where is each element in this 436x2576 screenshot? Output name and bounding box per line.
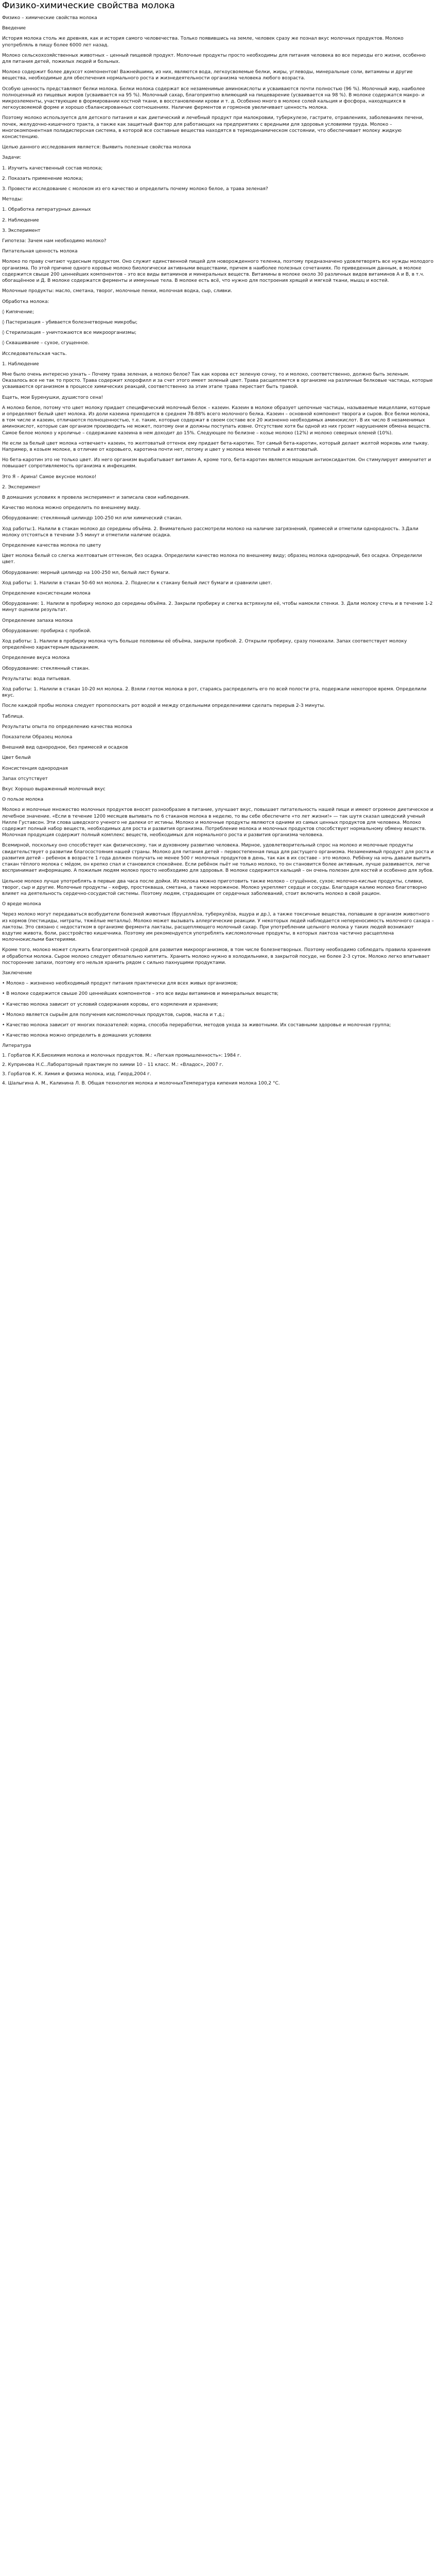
reference-item: 4. Шалыгина А. М., Калинина Л. В. Общая технология молока и молочныхТемпература кипения молока 100,2 °С. — [2, 1081, 280, 1087]
paragraph: Результаты опыта по определению качества молока — [2, 724, 132, 730]
references-list — [2, 1053, 434, 1087]
literature-section — [2, 1043, 434, 1087]
paragraph: Цвет белый — [2, 755, 31, 761]
paragraph: Целью данного исследования является: Выявить полезные свойства молока — [2, 145, 191, 150]
paragraph: • Качество молока зависит от многих показателей: корма, способа переработки, методов ухода за животными. Их составными здоровье и молочная группа; — [2, 1022, 391, 1028]
paragraph: Ход работы: 1. Налили в стакан 50-60 мл молока. 2. Поднесли к стакану белый лист бумаги и сравнили цвет. — [2, 580, 272, 586]
paragraph: Качество молока можно определить по внешнему виду. — [2, 505, 141, 511]
paragraph: Ход работы: 1. Налили в пробирку молока чуть больше половины её объёма, закрыли пробкой. 2. Открыли пробирку, сразу понюхали. Запах соответствует молоку определённо характерным вдыханием. — [2, 639, 407, 651]
paragraph: Запах отсутствует — [2, 776, 48, 782]
paragraph: Цвет молока белый со слегка желтоватым оттенком, без осадка. Определили качество молока по внешнему виду; образец молока однородный, без осадка. Определили цвет. — [2, 553, 422, 565]
paragraph: В домашних условиях я провела эксперимент и записала свои наблюдения. — [2, 495, 190, 500]
paragraph: • Качество молока зависит от условий содержания коровы, его кормления и хранения; — [2, 1002, 218, 1007]
paragraph: Ещеть, мои Буренушки, душистого сена! — [2, 395, 103, 400]
paragraph: Цельное молоко лучше употреблять в первые два часа после дойки. Из молока можно приготовить также молоко – сгущённое, сухое; молочно-кислые продукты, сливки, творог, сыр и другие. Молочные продукты – кефир, простокваша, сметана, а также мороженое. Молоко укрепляет сердце и сосуды. Благодаря калию молоко благотворно влияет на деятельность сердечно-сосудистой системы. Поэтому людям, страдающим от сердечных заболеваний, стоит включить молоко в свой рацион. — [2, 878, 427, 896]
paragraph: Оборудование: пробирка с пробкой. — [2, 628, 92, 634]
paragraph: 2. Наблюдение — [2, 217, 39, 223]
paragraph: Физико – химические свойства молока — [2, 15, 97, 21]
paragraph: Оборудование: стеклянный цилиндр 100-250 мл или химический стакан. — [2, 516, 183, 521]
literature-heading: Литература — [2, 1043, 31, 1049]
paragraph: Обработка молока: — [2, 299, 49, 304]
paragraph: Молоко и молочные множество молочных продуктов вносят разнообразие в питание, улучшает вкус, повышает питательность нашей пищи и имеют огромное диетическое и лечебное значение. «Если в течение 1200 месяцев выпивать по 6 стаканов молока в неделю, то вы себе обеспечите «то лет жизни!» — так шутя сказал шведский ученый Нилле Густавсон. Эти слова шведского ученого не далеки от истины. Молоко и молочные продукты являются одними из самых ценных продуктов для человека. Молоко содержит полный набор веществ, необходимых для роста и развития организма. Потребление молока и молочных продуктов способствует нормальному обмену веществ. Молочная продукция содержит полный комплекс веществ, необходимых для нормального роста и развития организма человека. — [2, 807, 433, 838]
paragraph: ◊ Сквашивание – сухое, сгущенное. — [2, 341, 90, 346]
document-title: Физико-химические свойства молока — [2, 1, 175, 11]
paragraph: Результаты: вода питьевая. — [2, 676, 71, 682]
paragraph: Определение вкуса молока — [2, 655, 70, 661]
reference-item: 2. Купринова Н.С..Лабораторный практикум по химии 10 – 11 класс. М.: «Владос», 2007 г. — [2, 1062, 223, 1067]
paragraph: 1. Наблюдение — [2, 361, 39, 367]
paragraph: Оборудование: стеклянный стакан. — [2, 666, 90, 671]
paragraph: ◊ Пастеризация – убивается болезнетворные микробы; — [2, 319, 138, 325]
paragraph: Не если за белый цвет молока «отвечает» казеин, то желтоватый оттенок ему придает бета-каротин. Тот самый бета-каротин, который делает желтой морковь или тыкву. Например, в козьем молоке, в отличие от коровьего, каротина почти нет, потому и цвет у молока менее теплый и желтоватый. — [2, 440, 429, 452]
paragraph: • Молоко – жизненно необходимый продукт питания практически для всех живых организмов; — [2, 981, 238, 987]
reference-item: 1. Горбатов К.К.Биохимия молока и молочных продуктов. М.: «Легкая промышленность»: 1984 г. — [2, 1053, 241, 1058]
paragraph: О вреде молока — [2, 902, 41, 907]
paragraph: Кроме того, молоко может служить благоприятной средой для развития микроорганизмов, в том числе болезнетворных. Поэтому необходимо соблюдать правила хранения и обработки молока. Сырое молоко следует обязательно кипятить. Хранить молоко нужно в холодильнике, в закрытой посуде, не более 2-3 суток. Молоко легко впитывает посторонние запахи, поэтому его нельзя хранить рядом с сильно пахнущими продуктами. — [2, 947, 431, 965]
paragraph: Задачи: — [2, 155, 22, 161]
paragraph: Вкус Хорошо выраженный молочный вкус — [2, 787, 106, 792]
paragraph: После каждой пробы молока следует прополоскать рот водой и между отдельными определениями сделать перерыв 2-3 минуты. — [2, 703, 325, 709]
paragraph: История молока столь же древняя, как и история самого человечества. Только появившись на земле, человек сразу же познал вкус молочных продуктов. Молоко употребляль в пищу более 6000 лет назад. — [2, 36, 404, 48]
paragraph: Введение — [2, 26, 26, 31]
paragraph: Оборудование: 1. Налили в пробирку молоко до середины объёма. 2. Закрыли пробирку и слегка встряхнули её, чтобы намокли стенки. 3. Дали молоку стечь и в течение 1-2 минут оценили результат. — [2, 601, 433, 613]
reference-item: 3. Горбатов К. К. Химия и физика молока, изд. Гиорд,2004 г. — [2, 1071, 151, 1077]
paragraph: Определение запаха молока — [2, 618, 73, 623]
paragraph: Методы: — [2, 197, 23, 202]
paragraph: Особую ценность представляют белки молока. Белки молока содержат все незаменимые аминокислоты и усваиваются почти полностью (96 %). Молочный жир, наиболее полноценный из пищевых жиров (усваивается на 95 %). Молочный сахар, благоприятно влияющий на пищеварение (усваивается на 98 %). В молоке содержатся макро- и микроэлементы, участвующие в формировании костной ткани, в восстановлении крови и т. д. Особенно много в молоке солей кальция и фосфора, находящихся в легкоусвояемой форме и хорошо сбалансированных соотношениях. Наличие ферментов и гормонов увеличивает ценность молока. — [2, 86, 425, 111]
paragraph: Оборудование: мерный цилиндр на 100-250 мл, белый лист бумаги. — [2, 570, 170, 575]
paragraph: Ход работы:1. Налили в стакан молоко до середины объёма. 2. Внимательно рассмотрели молоко на наличие загрязнений, примесей и отметили однородность. 3.Дали молоку отстояться в течении 3-5 минут и отметили наличие осадка. — [2, 526, 418, 538]
paragraph: Мне было очень интересно узнать – Почему трава зеленая, а молоко белое? Так как корова ест зеленую сочну, то и молоко, соответственно, должно быть зеленым. Оказалось все не так то просто. Трава содержит хлорофилл и за счет этого имеет зеленый цвет. Трава расщепляется в организме на различные белковые частицы, которые усваиваются организмом в процессе химических реакций, соответственно за этим этапе трава перестает быть травой. — [2, 371, 433, 390]
paragraph: 3. Эксперимент — [2, 228, 41, 233]
paragraph: Внешний вид однородное, без примесей и осадков — [2, 745, 128, 751]
paragraph: Таблица. — [2, 714, 24, 719]
paragraph: • Качество молока можно определить в домашних условиях — [2, 1033, 152, 1039]
document-body — [2, 15, 434, 1039]
paragraph: Заключение — [2, 970, 32, 976]
paragraph: Определение качества молока по цвету — [2, 543, 101, 548]
paragraph: Всемирной, поскольку оно способствует как физическому, так и духовному развитию человека. Мирное, удовлетворительный спрос на молоко и молочные продукты свидетельствует о развитии благосостояния нашей страны. Молоко для питания детей – первостепенная пища для растущего организма. Незаменимый продукт для роста и развития детей – ребенок в возрасте 1 года должен получать не менее 500 г молочных продуктов в день, так как в их составе – это молоко. Ребёнку на ночь давали выпить стакан тёплого молока с мёдом, он крепко спал и становился спокойнее. Если ребёнок пьёт не только молоко, то он становится более активным, лучше развивается, легче воспринимает информацию. А пожилым людям молоко просто необходимо для здоровья. В молоке содержится кальций – он очень полезен для костей и особенно для зубов. — [2, 843, 434, 874]
paragraph: А молоко белое, потому что цвет молоку придает специфический молочный белок – казеин. Казеин в молоке образует цепочные частицы, называемые мицеллами, которые и определяют белый цвет молока. Из доли казеина приходится в среднем 78-88% всего молочного белка. Казеин – основной компонент творога и сыров. Все белки молока, в том числе и казеин, отличаются полноценностью, т.е. такие, которые содержат в своем составе все 20 жизненно необходимых аминокислот. В их число 8 незаменимых аминокислот, которые сам организм производить не может, поэтому они и должны поступать извне. Отсутствие хотя бы одной из них грозит нарушением обмена веществ. Самое белое молоко у кроличье – содержание казеина в нем доходит до 15%. Следующее по белизне – козье молоко (12%) и молоко северных оленей (10%). — [2, 405, 431, 436]
paragraph: Молоко сельскохозяйственных животных – ценный пищевой продукт. Молочные продукты просто необходимы для питания человека во все периоды его жизни, особенно для питания детей, пожилых людей и больных. — [2, 53, 426, 65]
paragraph: 2. Показать применение молока; — [2, 176, 83, 181]
paragraph: Исследовательская часть. — [2, 351, 67, 357]
paragraph: • В молоке содержится свыше 200 ценнейших компонентов – это все виды витаминов и минеральных веществ; — [2, 991, 279, 997]
paragraph: Ход работы: 1. Налили в стакан 10-20 мл молока. 2. Взяли глоток молока в рот, стараясь распределить его по всей полости рта, подержали некоторое время. Определили вкус. — [2, 687, 427, 699]
paragraph: Через молоко могут передаваться возбудители болезней животных (бруцеллёза, туберкулёза, ящура и др.), а также токсичные вещества, попавшие в организм животного из кормов (пестициды, нитраты, тяжёлые металлы). Молоко может вызывать аллергические реакции. У некоторых людей наблюдается непереносимость молочного сахара – лактозы. Это связано с недостатком в организме фермента лактазы, расщепляющего молочный сахар. При употреблении цельного молока у таких людей возникают вздутие живота, боли, расстройство кишечника. Поэтому им рекомендуется употреблять кисломолочные продукты, в которых лактоза частично расщеплена молочнокислыми бактериями. — [2, 912, 434, 943]
paragraph: Но бета-каротин это не только цвет. Из него организм вырабатывает витамин А, кроме того, бета-каротин является мощным антиоксидантом. Он стимулирует иммунитет и повышает сопротивляемость организма к инфекциям. — [2, 457, 431, 469]
paragraph: 1. Изучить качественный состав молока; — [2, 165, 103, 171]
paragraph: Питательная ценность молока — [2, 249, 78, 255]
paragraph: Молоко по праву считают чудесным продуктом. Оно служит единственной пищей для новорожденного теленка, поэтому предназначено удовлетворять все нужды молодого организма. По этой причине одного коровье молоко биологически активными веществами, причем в наиболее полезных сочетаниях. По приведенным данным, в молоке содержится свыше 200 ценнейших компонентов – это все виды витаминов и минеральных веществ. Витамины в молоке около 30 различных видов витаминов А и B, в т.ч. обогащённое и Д. В молоке содержатся ферменты и иммунные тела. В молоке есть всё, что нужно для построения хрящей и мягкой ткани, мышц и костей. — [2, 259, 434, 284]
paragraph: Консистенция однородная — [2, 766, 68, 771]
paragraph: Молоко содержит более двухсот компонентов! Важнейшими, из них, являются вода, легкоусвояемые белки, жиры, углеводы, минеральные соли, витамины и другие вещества, необходимые для обеспечения нормального роста и жизнедеятельности организма человека любого возраста. — [2, 70, 413, 81]
paragraph: Это Я – Арина! Самое вкусное молоко! — [2, 474, 97, 480]
paragraph: О пользе молока — [2, 797, 44, 803]
paragraph: • Молоко является сырьём для получения кисломолочных продуктов, сыров, масла и т.д.; — [2, 1012, 225, 1018]
paragraph: 1. Обработка литературных данных — [2, 207, 91, 213]
paragraph: 3. Провести исследование с молоком из его качество и определить почему молоко белое, а трава зеленая? — [2, 187, 268, 192]
paragraph: 2. Эксперимент — [2, 484, 41, 490]
paragraph: ◊ Стерилизация – уничтожаются все микроорганизмы; — [2, 330, 137, 336]
paragraph: Молочные продукты: масло, сметана, творог, молочные пенки, молочная водка, сыр, сливки. — [2, 289, 232, 294]
paragraph: ◊ Кипячение; — [2, 309, 34, 315]
paragraph: Определение консистенции молока — [2, 591, 91, 596]
paragraph: Гипотеза: Зачем нам необходимо молоко? — [2, 239, 107, 244]
paragraph: Поэтому молоко используется для детского питания и как диетический и лечебный продукт при малокровии, туберкулезе, гастрите, отравлениях, заболеваниях печени, почек, желудочно-кишечного тракта, а также как защитный фактор для работающих на предприятиях с вредными для здоровья условиями труда. Молоко – многокомпонентная полидисперсная система, в которой все составные вещества находятся в термодинамическом состоянии, что обеспечивает молоку жидкую консистенцию. — [2, 115, 424, 140]
paragraph: Показатели Образец молока — [2, 735, 73, 740]
